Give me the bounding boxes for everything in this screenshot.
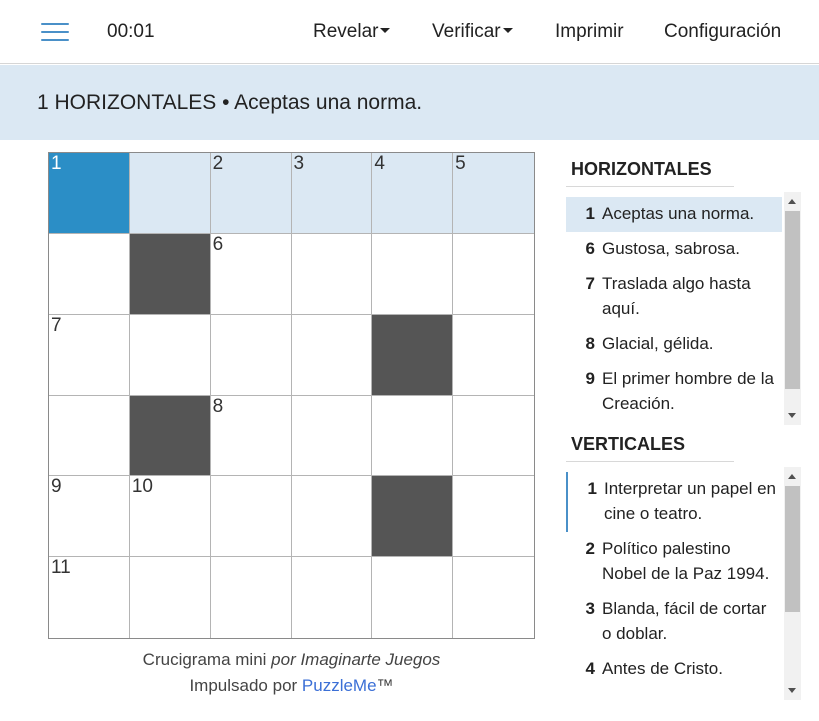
cell-number: 8 xyxy=(212,395,224,417)
clue-item[interactable] xyxy=(566,652,782,687)
grid-cell[interactable] xyxy=(372,234,453,315)
clue-item[interactable] xyxy=(566,232,782,267)
black-cell xyxy=(372,476,453,557)
clue-number: 6 xyxy=(585,239,595,258)
settings-button[interactable]: Configuración xyxy=(664,21,782,42)
grid-cell[interactable] xyxy=(453,315,534,396)
clue-item[interactable] xyxy=(566,422,782,425)
cell-number: 9 xyxy=(51,476,62,498)
clue-text: Traslada algo hasta aquí. xyxy=(602,274,751,318)
clue-text: Glacial, gélida. xyxy=(602,334,714,353)
check-menu[interactable]: Verificar xyxy=(432,21,513,43)
grid-cell[interactable] xyxy=(453,234,534,315)
menu-icon[interactable] xyxy=(41,20,69,44)
clue-text: Gustosa, sabrosa. xyxy=(602,239,740,258)
clue-number: 9 xyxy=(585,369,595,388)
grid-cell[interactable] xyxy=(130,153,211,234)
grid-cell[interactable] xyxy=(211,153,292,234)
grid-cell[interactable] xyxy=(130,476,211,557)
clue-text: Aceptas una norma. xyxy=(602,204,755,223)
current-clue-bar xyxy=(0,65,819,140)
black-cell xyxy=(130,396,211,477)
black-cell xyxy=(130,234,211,315)
grid-cell[interactable] xyxy=(292,557,373,638)
cell-number: 11 xyxy=(51,557,71,579)
scroll-down-icon[interactable] xyxy=(788,688,796,693)
cell-number: 7 xyxy=(51,314,62,336)
credit-line: Crucigrama mini por Imaginarte Juegos xyxy=(142,650,441,669)
across-clue-list xyxy=(566,197,782,425)
grid-cell[interactable] xyxy=(49,315,130,396)
clue-text: Político palestino Nobel de la Paz 1994. xyxy=(602,539,770,583)
scroll-up-icon[interactable] xyxy=(788,474,796,479)
grid-cell[interactable] xyxy=(211,476,292,557)
clue-number: 3 xyxy=(585,599,595,618)
powered-by-line: Impulsado por PuzzleMe™ xyxy=(189,676,394,695)
clue-item[interactable] xyxy=(566,362,782,422)
clue-text: Antes de Cristo. xyxy=(602,659,723,678)
current-clue-text: 1 HORIZONTALES • Aceptas una norma. xyxy=(37,91,423,114)
scroll-down-icon[interactable] xyxy=(788,413,796,418)
caret-down-icon xyxy=(380,28,390,33)
grid-cell[interactable] xyxy=(211,557,292,638)
clue-number: 4 xyxy=(585,659,595,678)
across-title: HORIZONTALES xyxy=(566,159,734,187)
grid-cell[interactable] xyxy=(49,396,130,477)
black-cell xyxy=(372,315,453,396)
grid-cell[interactable] xyxy=(292,315,373,396)
clue-item[interactable] xyxy=(566,472,782,532)
scroll-thumb[interactable] xyxy=(785,211,800,389)
cell-number: 5 xyxy=(455,153,466,174)
down-scrollbar[interactable] xyxy=(784,467,801,700)
clue-item[interactable] xyxy=(566,532,782,592)
clue-item[interactable] xyxy=(566,592,782,652)
print-button[interactable]: Imprimir xyxy=(555,21,624,42)
caret-down-icon xyxy=(503,28,513,33)
grid-cell[interactable] xyxy=(292,234,373,315)
clue-number: 1 xyxy=(585,204,595,223)
cell-number: 3 xyxy=(293,153,305,174)
clue-text: El primer hombre de la Creación. xyxy=(602,369,774,413)
clue-text: Blanda, fácil de cortar o doblar. xyxy=(602,599,767,643)
grid-cell[interactable] xyxy=(453,153,534,234)
grid-cell[interactable] xyxy=(130,315,211,396)
timer: 00:01 xyxy=(107,21,155,42)
grid-cell[interactable] xyxy=(211,396,292,477)
scroll-up-icon[interactable] xyxy=(788,199,796,204)
clue-item[interactable] xyxy=(566,197,782,232)
clue-number: 7 xyxy=(585,274,595,293)
clue-item[interactable] xyxy=(566,327,782,362)
grid-cell[interactable] xyxy=(292,396,373,477)
grid-cell[interactable] xyxy=(453,476,534,557)
grid-cell[interactable] xyxy=(372,396,453,477)
grid-cell[interactable] xyxy=(49,234,130,315)
grid-cell[interactable] xyxy=(49,153,130,234)
grid-cell[interactable] xyxy=(49,557,130,638)
grid-cell[interactable] xyxy=(453,396,534,477)
cell-number: 6 xyxy=(212,233,224,255)
author-name: por Imaginarte Juegos xyxy=(271,650,441,669)
across-scrollbar[interactable] xyxy=(784,192,801,425)
crossword-grid xyxy=(48,152,535,639)
cell-number: 1 xyxy=(51,153,62,174)
cell-number: 4 xyxy=(374,153,385,174)
cell-number: 10 xyxy=(131,476,153,498)
clue-number: 1 xyxy=(587,479,597,498)
grid-cell[interactable] xyxy=(49,476,130,557)
down-title: VERTICALES xyxy=(566,434,734,462)
clue-number: 8 xyxy=(585,334,595,353)
cell-number: 2 xyxy=(212,153,224,174)
clue-text: Interpretar un papel en cine o teatro. xyxy=(604,479,777,523)
down-clue-list xyxy=(566,472,782,700)
reveal-menu[interactable]: Revelar xyxy=(313,21,390,43)
grid-cell[interactable] xyxy=(211,315,292,396)
grid-cell[interactable] xyxy=(211,234,292,315)
grid-cell[interactable] xyxy=(453,557,534,638)
grid-cell[interactable] xyxy=(130,557,211,638)
grid-cell[interactable] xyxy=(372,557,453,638)
grid-cell[interactable] xyxy=(292,153,373,234)
scroll-thumb[interactable] xyxy=(785,486,800,612)
clue-number: 2 xyxy=(585,539,595,558)
grid-cell[interactable] xyxy=(372,153,453,234)
puzzleme-link[interactable]: PuzzleMe xyxy=(301,676,377,695)
clue-item[interactable] xyxy=(566,267,782,327)
grid-cell[interactable] xyxy=(292,476,373,557)
toolbar xyxy=(0,0,819,64)
